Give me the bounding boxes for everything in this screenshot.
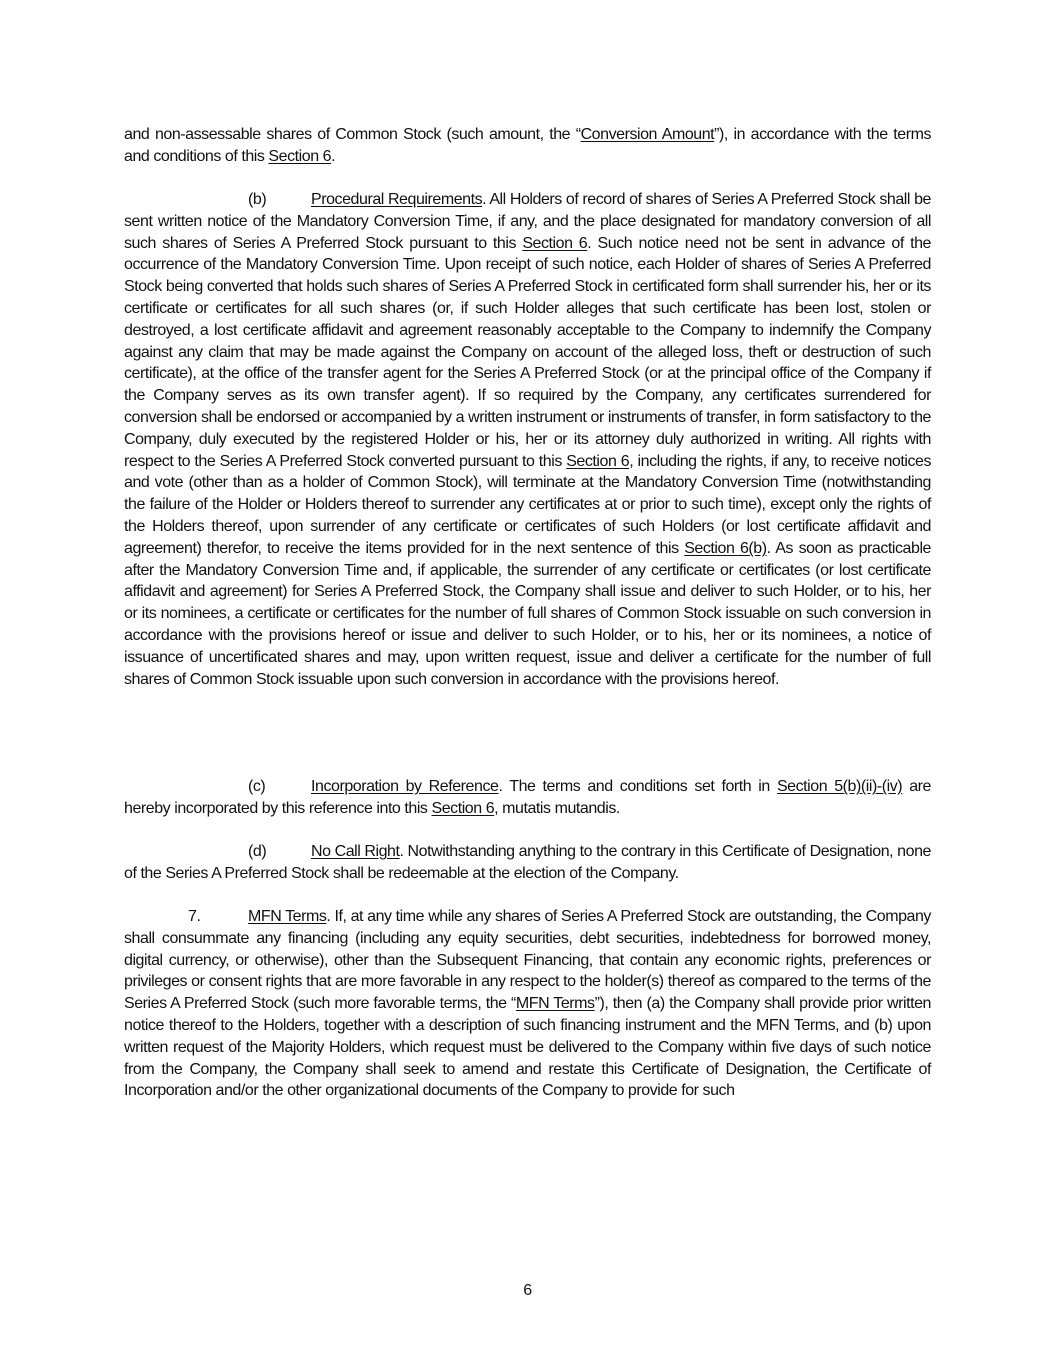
- text-run: . If, at any time while any shares of Series A Preferred Stock are outstanding, the Company shall consummate any financing (including any equity securities, debt securities, indebtedness for borrowed money, digital currency, or otherwise), other than the Subsequent Financing, that contain any economic rights, preferences or privileges or consent rights that are more favorable in any respect to the holder(s) thereof as compared to the terms of the Series A Preferred Stock (such more favorable terms, the “: [124, 908, 931, 1013]
- defined-term-reference: Section 6: [522, 234, 588, 252]
- text-run: . The terms and conditions set forth in: [498, 778, 777, 795]
- page-number: 6: [523, 1282, 532, 1299]
- text-run: are hereby incorporated by this reference into this: [124, 778, 931, 817]
- defined-term-reference: MFN Terms: [515, 995, 595, 1013]
- paragraph-label: (d): [248, 843, 267, 860]
- paragraph-6d-no-call-right: [124, 841, 931, 885]
- paragraph-label: 7.: [188, 908, 201, 925]
- text-run: , including the rights, if any, to receive notices and vote (other than as a holder of Common Stock), will terminate at the Mandatory Conversion Time (notwithstanding the failure of the Holder or Holders thereof to surrender any certificates at or prior to such time), except only the rights of the Holders thereof, upon surrender of any certificate or certificates of such Holders (or lost certificate affidavit and agreement) therefor, to receive the items provided for in the next sentence of this: [124, 452, 932, 557]
- text-run: . Notwithstanding anything to the contrary in this Certificate of Designation, none of the Series A Preferred Stock shall be redeemable at the election of the Company.: [124, 843, 931, 882]
- defined-term-reference: Section 5(b)(ii)-(iv): [776, 778, 903, 795]
- text-run: ”), then (a) the Company shall provide prior written notice thereof to the Holders, together with a description of such financing instrument and the MFN Terms, and (b) upon written request of the Majority Holders, which request must be delivered to the Company within five days of such notice from the Company, the Company shall seek to amend and restate this Certificate of Designation, the Certificate of Incorporation and/or the other organizational documents of the Company to provide for such: [124, 995, 931, 1100]
- defined-term-reference: Section 6: [268, 147, 332, 165]
- paragraph-6b-procedural-requirements: [124, 189, 931, 690]
- defined-term-reference: Incorporation by Reference: [311, 778, 499, 795]
- defined-term-reference: Procedural Requirements: [311, 191, 483, 208]
- paragraph-label: (c): [248, 778, 266, 795]
- paragraph-6c-incorporation-by-reference: [124, 776, 931, 820]
- defined-term-reference: Section 6: [431, 799, 495, 817]
- defined-term-reference: Section 6(b): [684, 539, 767, 557]
- text-run: ”), in accordance with the terms and conditions of this: [124, 126, 931, 165]
- text-run: and non-assessable shares of Common Stock (such amount, the “: [124, 126, 581, 143]
- defined-term-reference: MFN Terms: [248, 908, 327, 925]
- defined-term-reference: Conversion Amount: [580, 126, 715, 143]
- paragraph-label: (b): [248, 191, 267, 208]
- text-run: , mutatis mutandis.: [494, 799, 620, 817]
- text-run: . As soon as practicable after the Mandatory Conversion Time and, if applicable, the surrender of any certificate or certificates (or lost certificate affidavit and agreement) for Series A Preferred Stock, the Company shall issue and deliver to such Holder, or to his, her or its nominees, a certificate or certificates for the number of full shares of Common Stock issuable on such conversion in accordance with the provisions hereof or issue and deliver to such Holder, or to his, her or its nominees, a notice of issuance of uncertificated shares and may, upon written request, issue and deliver a certificate for the number of full shares of Common Stock issuable upon such conversion in accordance with the provisions hereof.: [124, 539, 932, 688]
- paragraph-7-mfn-terms: [124, 906, 931, 1102]
- defined-term-reference: No Call Right: [311, 843, 400, 860]
- defined-term-reference: Section 6: [566, 452, 630, 470]
- text-run: . Such notice need not be sent in advance of the occurrence of the Mandatory Conversion Time. Upon receipt of such notice, each Holder of shares of Series A Preferred Stock being converted that holds such shares of Series A Preferred Stock in certificated form shall surrender his, her or its certificate or certificates for all such shares (or, if such Holder alleges that such certificate has been lost, stolen or destroyed, a lost certificate affidavit and agreement reasonably acceptable to the Company to indemnify the Company against any claim that may be made against the Company on account of the alleged loss, theft or destruction of such certificate), at the office of the transfer agent for the Series A Preferred Stock (or at the principal office of the Company if the Company serves as its own transfer agent). If so required by the Company, any certificates surrendered for conversion shall be endorsed or accompanied by a written instrument or instruments of transfer, in form satisfactory to the Company, duly executed by the registered Holder or his, her or its attorney duly authorized in writing. All rights with respect to the Series A Preferred Stock converted pursuant to this: [124, 234, 931, 470]
- paragraph-conversion-amount: [124, 124, 931, 168]
- text-run: . All Holders of record of shares of Series A Preferred Stock shall be sent written notice of the Mandatory Conversion Time, if any, and the place designated for mandatory conversion of all such shares of Series A Preferred Stock pursuant to this: [124, 191, 931, 252]
- text-run: .: [331, 147, 336, 165]
